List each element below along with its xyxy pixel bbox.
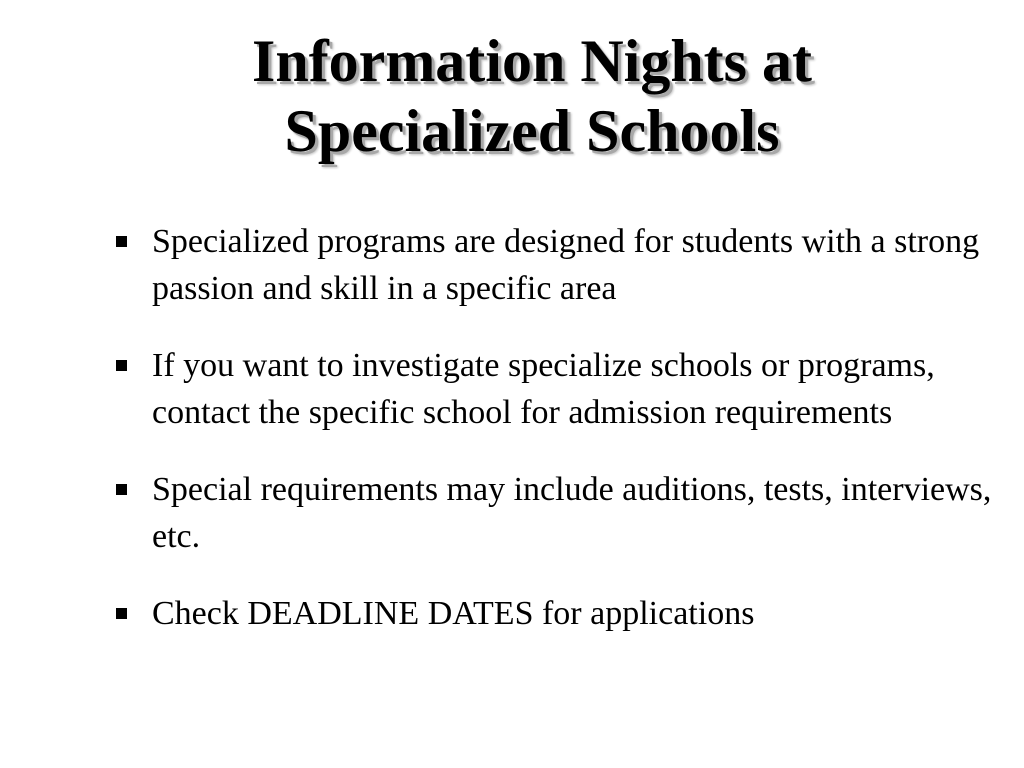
slide-title: [60, 26, 1004, 166]
bullet-list: [116, 218, 996, 667]
square-bullet-icon: [116, 236, 127, 247]
bullet-item: [116, 590, 996, 637]
bullet-item: [116, 342, 996, 436]
bullet-text: If you want to investigate specialize schools or programs, contact the specific school for admission requirements: [152, 347, 935, 431]
bullet-item: [116, 466, 996, 560]
slide-title-line-1: Information Nights at: [251, 28, 812, 94]
square-bullet-icon: [116, 608, 127, 619]
bullet-text: Special requirements may include auditions, tests, interviews, etc.: [152, 471, 992, 555]
square-bullet-icon: [116, 360, 127, 371]
bullet-text: Specialized programs are designed for students with a strong passion and skill in a specific area: [152, 223, 980, 307]
slide-title-line-2: Specialized Schools: [284, 98, 780, 164]
bullet-text: Check DEADLINE DATES for applications: [152, 595, 755, 632]
bullet-item: [116, 218, 996, 312]
square-bullet-icon: [116, 484, 127, 495]
